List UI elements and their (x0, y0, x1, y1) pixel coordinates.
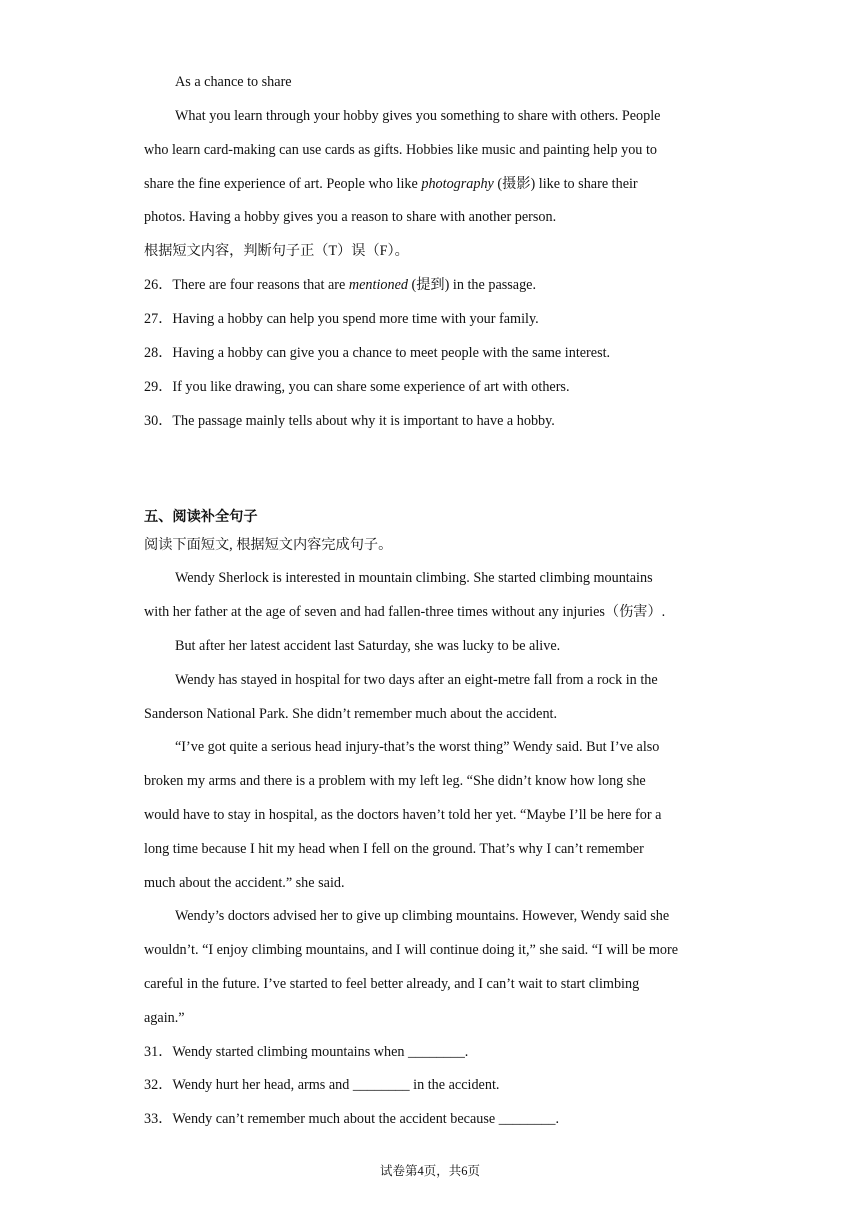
emphasized-word: photography (421, 176, 494, 192)
question-text: Having a hobby can help you spend more time with your family. (172, 311, 539, 327)
paragraph-line: much about the accident.” she said. (144, 875, 345, 891)
section-instruction: 阅读下面短文, 根据短文内容完成句子。 (144, 537, 393, 553)
question-text: If you like drawing, you can share some experience of art with others. (172, 379, 570, 395)
paragraph-line: again.” (144, 1010, 185, 1026)
question-32 (144, 1075, 499, 1095)
question-text: Wendy started climbing mountains when ________. (172, 1044, 469, 1060)
text-segment: (提到) in the passage. (407, 277, 537, 293)
question-33 (144, 1109, 559, 1129)
question-number: 28． (144, 345, 173, 361)
paragraph-line: wouldn’t. “I enjoy climbing mountains, and I will continue doing it,” she said. “I will be more (144, 942, 679, 958)
question-number: 26． (144, 277, 173, 293)
question-text: Having a hobby can give you a chance to meet people with the same interest. (172, 345, 611, 361)
paragraph-line: photos. Having a hobby gives you a reason to share with another person. (144, 209, 557, 225)
question-text: Wendy can’t remember much about the accident because ________. (172, 1111, 560, 1127)
paragraph-line: long time because I hit my head when I fell on the ground. That’s why I can’t remember (144, 841, 644, 857)
paragraph-line: Wendy has stayed in hospital for two days after an eight-metre fall from a rock in the (175, 672, 658, 688)
paragraph-line: careful in the future. I’ve started to feel better already, and I can’t wait to start climbing (144, 976, 640, 992)
question-31 (144, 1042, 468, 1062)
question-number: 33． (144, 1111, 173, 1127)
paragraph-line: who learn card-making can use cards as gifts. Hobbies like music and painting help you to (144, 142, 657, 158)
question-number: 30． (144, 413, 173, 429)
question-30 (144, 411, 555, 431)
question-26 (144, 275, 536, 295)
question-27 (144, 309, 539, 329)
page-footer: 试卷第4页，共6页 (379, 1164, 480, 1178)
question-number: 29． (144, 379, 173, 395)
paragraph-line: Wendy’s doctors advised her to give up climbing mountains. However, Wendy said she (175, 908, 670, 924)
paragraph-line: “I’ve got quite a serious head injury-that’s the worst thing” Wendy said. But I’ve also (175, 739, 660, 755)
emphasized-word: mentioned (348, 277, 408, 293)
question-number: 32． (144, 1077, 173, 1093)
question-28 (144, 343, 610, 363)
paragraph-line: would have to stay in hospital, as the doctors haven’t told her yet. “Maybe I’ll be here for a (144, 807, 662, 823)
paragraph-line: What you learn through your hobby gives you something to share with others. People (175, 108, 661, 124)
paragraph-line: Wendy Sherlock is interested in mountain climbing. She started climbing mountains (175, 570, 653, 586)
paragraph-line (144, 174, 638, 194)
paragraph-line: broken my arms and there is a problem with my left leg. “She didn’t know how long she (144, 773, 646, 789)
question-text: The passage mainly tells about why it is important to have a hobby. (172, 413, 555, 429)
question-29 (144, 377, 570, 397)
paragraph-line: But after her latest accident last Saturday, she was lucky to be alive. (175, 638, 561, 654)
paragraph-line: Sanderson National Park. She didn’t remember much about the accident. (144, 706, 558, 722)
passage-subheading: As a chance to share (175, 74, 292, 90)
section-title: 五、阅读补全句子 (144, 509, 258, 525)
paragraph-line: with her father at the age of seven and had fallen-three times without any injuries（伤害）. (144, 604, 666, 620)
text-segment: share the fine experience of art. People who like (144, 176, 418, 192)
question-number: 27． (144, 311, 173, 327)
section-instruction: 根据短文内容，判断句子正（T）误（F）。 (144, 243, 409, 259)
text-segment: (摄影) like to share their (497, 176, 638, 192)
text-segment: There are four reasons that are (172, 277, 349, 293)
question-number: 31． (144, 1044, 173, 1060)
question-text: Wendy hurt her head, arms and ________ in the accident. (172, 1077, 500, 1093)
